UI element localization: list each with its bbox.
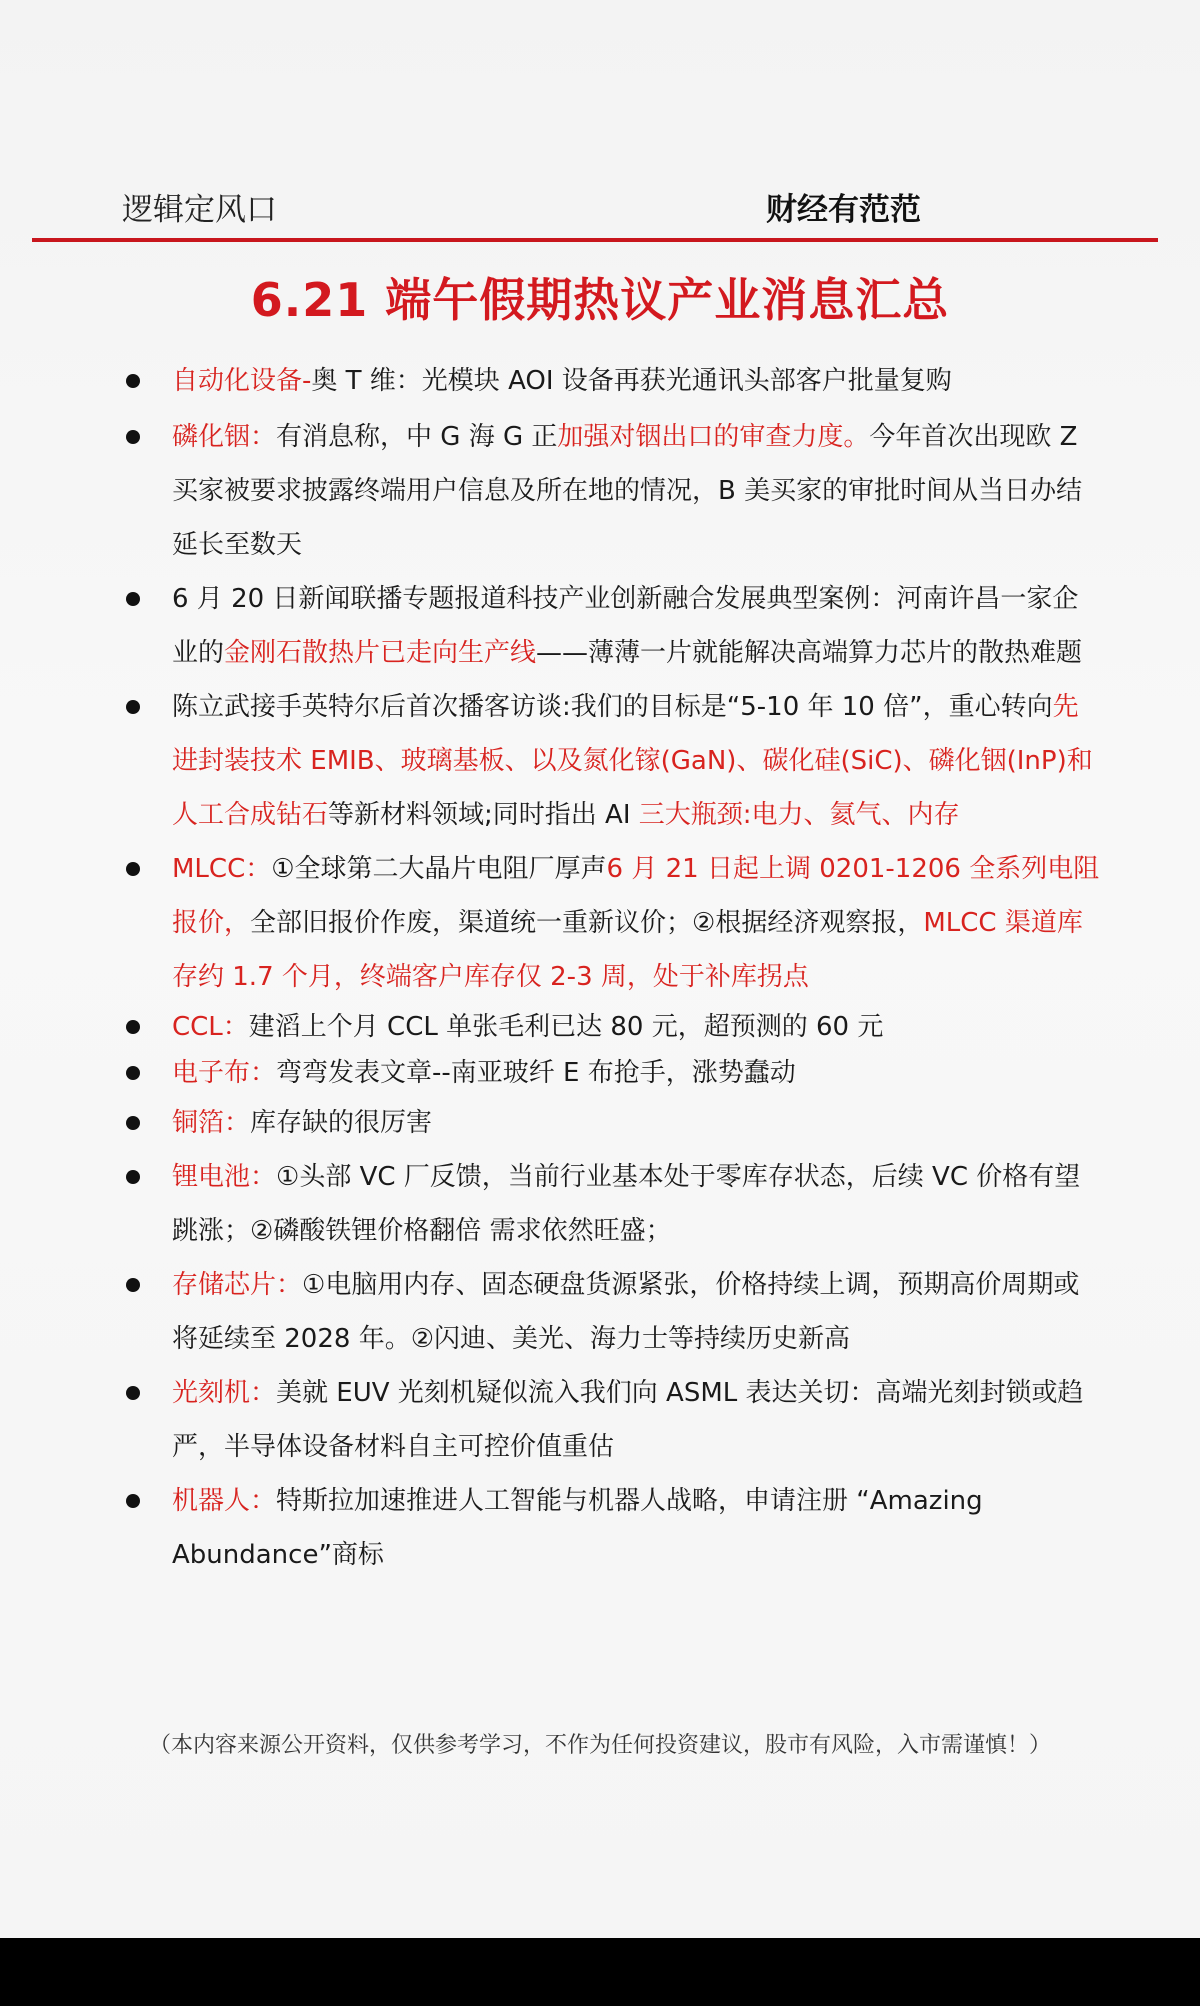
item-text: 奥 T 维：光模块 AOI 设备再获光通讯头部客户批量复购 — [311, 366, 952, 396]
bullet-icon — [126, 1116, 140, 1130]
item-text: 陈立武接手英特尔后首次播客访谈:我们的目标是“5-10 年 10 倍”，重心转向 — [172, 692, 1053, 722]
item-label: CCL： — [172, 1012, 249, 1042]
item-label: 机器人： — [172, 1486, 277, 1516]
document-header — [0, 178, 1200, 234]
item-label: 光刻机： — [172, 1378, 277, 1408]
bullet-icon — [126, 862, 140, 876]
item-highlight: 金刚石散热片已走向生产线 — [224, 638, 537, 668]
list-item-intel — [120, 680, 1100, 842]
item-text: 弯弯发表文章--南亚玻纤 E 布抢手，涨势蠢动 — [276, 1058, 796, 1088]
bullet-icon — [126, 592, 140, 606]
bullet-icon — [126, 1386, 140, 1400]
list-item-electronic-cloth — [120, 1050, 1100, 1096]
item-highlight: 加强对铟出口的审查力度。 — [557, 422, 870, 452]
item-label: MLCC： — [172, 854, 272, 884]
column-name: 逻辑定风口 — [122, 192, 277, 228]
list-item-memory-chips — [120, 1258, 1100, 1366]
item-label: 电子布： — [172, 1058, 277, 1088]
list-item-diamond-heatsink — [120, 572, 1100, 680]
bullet-icon — [126, 374, 140, 388]
item-text: 建滔上个月 CCL 单张毛利已达 80 元，超预测的 60 元 — [248, 1012, 884, 1042]
item-text: ①电脑用内存、固态硬盘货源紧张，价格持续上调，预期高价周期或将延续至 2028 年。②闪迪、美光、海力士等持续历史新高 — [172, 1270, 1080, 1354]
item-text-continued: 今年首次出现欧 Z 买家被要求披露终端用户信息及所在地的情况，B 美买家的审批时间从当日办结延长至数天 — [172, 422, 1083, 560]
bullet-icon — [126, 1170, 140, 1184]
item-text: 美就 EUV 光刻机疑似流入我们向 ASML 表达关切：高端光刻封锁或趋严，半导体设备材料自主可控价值重估 — [172, 1378, 1084, 1462]
list-item-copper-foil — [120, 1096, 1100, 1150]
bullet-icon — [126, 1494, 140, 1508]
list-item-ccl — [120, 1004, 1100, 1050]
item-text-continued: 等新材料领域;同时指出 AI — [328, 800, 639, 830]
item-highlight-secondary: MLCC 渠道库存约 1.7 个月，终端客户库存仅 2-3 周，处于补库拐点 — [172, 908, 1083, 992]
bottom-black-bar — [0, 1938, 1200, 2006]
bullet-icon — [126, 1278, 140, 1292]
list-item-indium-phosphide — [120, 410, 1100, 572]
news-list — [120, 354, 1100, 1582]
item-label: 自动化设备- — [172, 366, 312, 396]
bullet-icon — [126, 700, 140, 714]
item-label: 磷化铟： — [172, 422, 277, 452]
list-item-automation — [120, 354, 1100, 408]
bullet-icon — [126, 1066, 140, 1080]
item-text: 有消息称，中 G 海 G 正 — [276, 422, 558, 452]
item-highlight: 先进封装技术 EMIB、玻璃基板、以及氮化镓(GaN)、碳化硅(SiC)、磷化铟(InP)和人工合成钻石 — [172, 692, 1093, 830]
item-text-continued: 全部旧报价作废，渠道统一重新议价；②根据经济观察报， — [250, 908, 924, 938]
list-item-robotics — [120, 1474, 1100, 1582]
item-label: 铜箔： — [172, 1108, 251, 1138]
item-label: 锂电池： — [172, 1162, 277, 1192]
item-highlight-secondary: 三大瓶颈:电力、氦气、内存 — [638, 800, 960, 830]
list-item-mlcc — [120, 842, 1100, 1004]
item-text: ①全球第二大晶片电阻厂厚声 — [271, 854, 607, 884]
item-text: 6 月 20 日新闻联播专题报道科技产业创新融合发展典型案例：河南许昌一家企业的 — [172, 584, 1079, 668]
item-label: 存储芯片： — [172, 1270, 303, 1300]
list-item-lithography — [120, 1366, 1100, 1474]
item-text: 特斯拉加速推进人工智能与机器人战略，申请注册 “Amazing Abundance”商标 — [172, 1486, 983, 1570]
bullet-icon — [126, 430, 140, 444]
header-divider — [32, 238, 1158, 242]
bullet-icon — [126, 1020, 140, 1034]
page-title: 6.21 端午假期热议产业消息汇总 — [250, 273, 950, 327]
item-text: ①头部 VC 厂反馈，当前行业基本处于零库存状态，后续 VC 价格有望跳涨；②磷酸铁锂价格翻倍 需求依然旺盛； — [172, 1162, 1081, 1246]
list-item-lithium-battery — [120, 1150, 1100, 1258]
author-name: 财经有范范 — [766, 192, 921, 228]
disclaimer: （本内容来源公开资料，仅供参考学习，不作为任何投资建议，股市有风险，入市需谨慎！） — [148, 1733, 1051, 1758]
item-text-continued: ——薄薄一片就能解决高端算力芯片的散热难题 — [536, 638, 1083, 668]
item-highlight: 6 月 21 日起上调 0201-1206 全系列电阻报价， — [172, 854, 1100, 938]
item-text: 库存缺的很厉害 — [250, 1108, 433, 1138]
